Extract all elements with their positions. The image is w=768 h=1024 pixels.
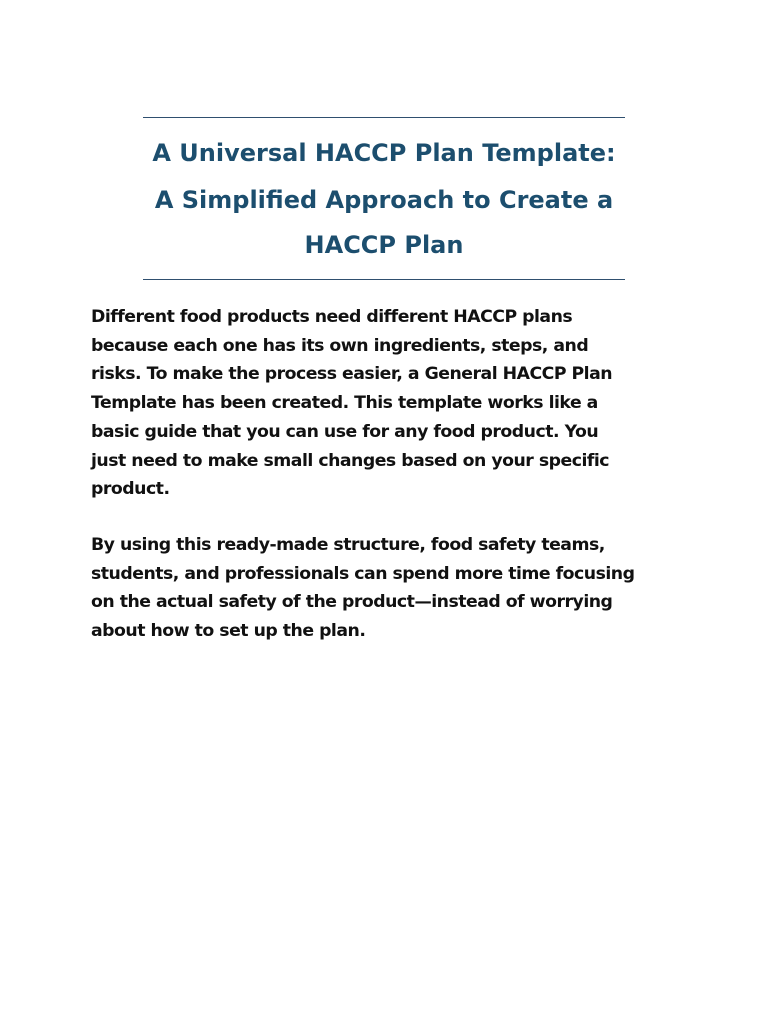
paragraph-line: because each one has its own ingredients, steps, and [91,335,589,356]
paragraph-line: product. [91,479,170,500]
paragraph-line: By using this ready-made structure, food safety teams, [91,535,605,555]
paragraph-line: just need to make small changes based on your specific [91,450,610,471]
paragraph-line: students, and professionals can spend more time focusing [91,563,635,584]
title-line-3: HACCP Plan [304,231,464,259]
title-bottom-rule [143,279,625,280]
paragraph-line: risks. To make the process easier, a General HACCP Plan [91,364,613,385]
paragraph-line: Different food products need different HACCP plans [91,307,573,327]
document-title [120,131,648,268]
title-top-rule [143,117,625,118]
title-line-2: A Simplified Approach to Create a [154,186,614,214]
paragraph-line: about how to set up the plan. [91,621,366,642]
paragraph-line: on the actual safety of the product—instead of worrying [91,592,613,613]
paragraph-line: Template has been created. This template works like a [91,393,598,414]
benefits-paragraph [91,531,691,646]
title-line-1: A Universal HACCP Plan Template: [152,139,616,167]
intro-paragraph [91,303,691,504]
paragraph-line: basic guide that you can use for any food product. You [91,421,599,442]
